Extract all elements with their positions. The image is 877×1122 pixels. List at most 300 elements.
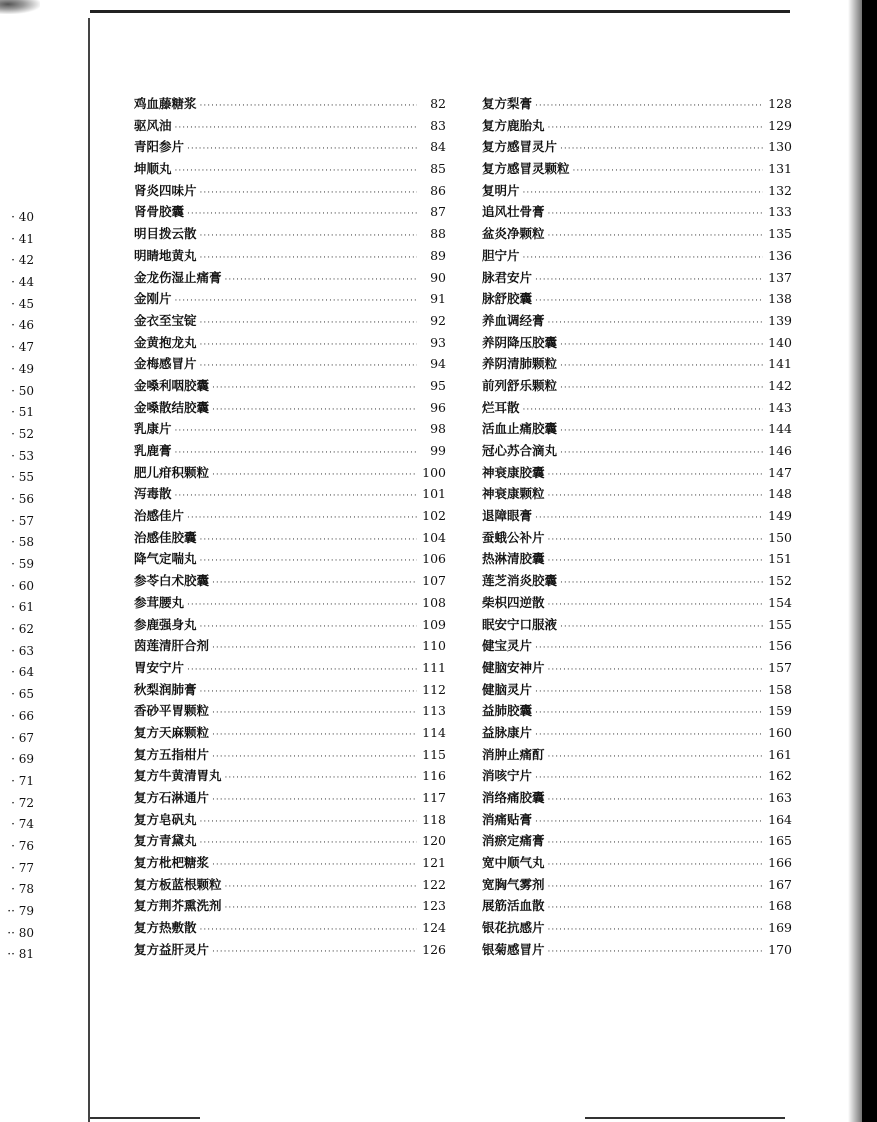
toc-entry[interactable] bbox=[482, 809, 792, 831]
entry-page-number: 111 bbox=[422, 659, 446, 675]
entry-title: 金衣至宝锭 bbox=[134, 312, 197, 328]
dot-leader bbox=[560, 443, 763, 465]
margin-page-number: · 46 bbox=[11, 318, 34, 333]
entry-page-number: 94 bbox=[430, 356, 446, 372]
bottom-rule-left bbox=[90, 1117, 200, 1119]
dot-leader bbox=[212, 378, 417, 400]
entry-page-number: 85 bbox=[430, 161, 446, 177]
entry-title: 肾骨胶囊 bbox=[134, 204, 185, 220]
entry-title: 复方五指柑片 bbox=[134, 746, 210, 762]
margin-page-number: · 52 bbox=[11, 426, 34, 441]
entry-title: 复方皂矾丸 bbox=[134, 811, 197, 827]
dot-leader bbox=[548, 833, 763, 855]
toc-entry[interactable] bbox=[134, 917, 446, 939]
toc-entry[interactable] bbox=[134, 397, 446, 419]
dot-leader bbox=[560, 139, 763, 161]
entry-page-number: 129 bbox=[768, 117, 792, 133]
entry-page-number: 106 bbox=[422, 551, 446, 567]
toc-entry[interactable] bbox=[134, 93, 446, 115]
entry-title: 冠心苏合滴丸 bbox=[482, 443, 558, 458]
dot-leader bbox=[212, 465, 417, 487]
entry-page-number: 139 bbox=[768, 312, 792, 328]
entry-title: 肥儿疳积颗粒 bbox=[134, 464, 210, 480]
toc-entry[interactable] bbox=[482, 657, 792, 679]
toc-entry[interactable] bbox=[134, 353, 446, 375]
entry-page-number: 113 bbox=[422, 703, 446, 719]
dot-leader bbox=[548, 486, 763, 508]
entry-title: 前列舒乐颗粒 bbox=[482, 377, 558, 393]
entry-title: 复方石淋通片 bbox=[134, 790, 210, 805]
entry-title: 胆宁片 bbox=[482, 247, 520, 263]
margin-page-number: · 63 bbox=[11, 643, 34, 658]
entry-title: 健脑安神片 bbox=[482, 659, 545, 675]
toc-entry[interactable] bbox=[134, 310, 446, 332]
toc-entry[interactable] bbox=[482, 180, 792, 202]
scan-right-edge bbox=[862, 0, 877, 1122]
toc-entry[interactable] bbox=[482, 852, 792, 874]
entry-title: 鸡血藤糖浆 bbox=[134, 96, 197, 111]
entry-page-number: 118 bbox=[422, 811, 446, 827]
toc-entry[interactable] bbox=[134, 288, 446, 310]
entry-page-number: 169 bbox=[768, 920, 792, 936]
entry-page-number: 100 bbox=[422, 464, 446, 480]
entry-page-number: 117 bbox=[422, 790, 446, 805]
toc-entry[interactable] bbox=[134, 332, 446, 354]
toc-entry[interactable] bbox=[482, 917, 792, 939]
toc-entry[interactable] bbox=[482, 895, 792, 917]
entry-title: 复方梨膏 bbox=[482, 96, 533, 111]
dot-leader bbox=[560, 617, 763, 639]
entry-title: 参鹿强身丸 bbox=[134, 616, 197, 632]
entry-page-number: 92 bbox=[430, 312, 446, 328]
entry-title: 养阴降压胶囊 bbox=[482, 334, 558, 350]
dot-leader bbox=[212, 747, 417, 769]
entry-title: 复方感冒灵片 bbox=[482, 139, 558, 155]
entry-title: 金刚片 bbox=[134, 291, 172, 307]
entry-title: 消瘀定痛膏 bbox=[482, 833, 545, 849]
entry-title: 泻毒散 bbox=[134, 486, 172, 502]
dot-leader bbox=[225, 270, 417, 292]
entry-page-number: 86 bbox=[430, 182, 446, 198]
entry-title: 金龙伤湿止痛膏 bbox=[134, 269, 222, 285]
toc-entry[interactable] bbox=[134, 592, 446, 614]
toc-entry[interactable] bbox=[482, 353, 792, 375]
dot-leader bbox=[175, 443, 417, 465]
margin-page-number: ·· 80 bbox=[7, 925, 34, 940]
entry-title: 香砂平胃颗粒 bbox=[134, 703, 210, 719]
entry-page-number: 122 bbox=[422, 876, 446, 892]
entry-page-number: 123 bbox=[422, 898, 446, 914]
entry-page-number: 114 bbox=[422, 724, 446, 740]
toc-entry[interactable] bbox=[134, 505, 446, 527]
dot-leader bbox=[200, 617, 417, 639]
entry-page-number: 136 bbox=[768, 247, 792, 263]
top-rule bbox=[90, 10, 790, 13]
toc-entry[interactable] bbox=[482, 267, 792, 289]
margin-page-number: · 77 bbox=[11, 860, 34, 875]
entry-title: 健脑灵片 bbox=[482, 681, 533, 697]
dot-leader bbox=[548, 920, 763, 942]
entry-title: 消痛贴膏 bbox=[482, 811, 533, 827]
entry-page-number: 131 bbox=[768, 161, 792, 177]
entry-title: 复方天麻颗粒 bbox=[134, 724, 210, 740]
entry-page-number: 90 bbox=[430, 269, 446, 285]
entry-page-number: 163 bbox=[768, 790, 792, 805]
margin-page-number: · 58 bbox=[11, 535, 34, 550]
toc-entry[interactable] bbox=[134, 548, 446, 570]
dot-leader bbox=[523, 183, 763, 205]
entry-page-number: 104 bbox=[422, 529, 446, 545]
dot-leader bbox=[535, 270, 763, 292]
toc-entry[interactable] bbox=[134, 527, 446, 549]
entry-page-number: 115 bbox=[422, 746, 446, 762]
toc-entry[interactable] bbox=[482, 679, 792, 701]
toc-entry[interactable] bbox=[482, 332, 792, 354]
entry-title: 复方枇杷糖浆 bbox=[134, 855, 210, 871]
toc-entry[interactable] bbox=[482, 136, 792, 158]
toc-entry[interactable] bbox=[134, 635, 446, 657]
entry-page-number: 93 bbox=[430, 334, 446, 350]
dot-leader bbox=[225, 768, 417, 790]
entry-page-number: 149 bbox=[768, 508, 792, 524]
dot-leader bbox=[548, 118, 763, 140]
scan-shadow bbox=[0, 0, 40, 14]
entry-title: 坤顺丸 bbox=[134, 161, 172, 177]
entry-page-number: 170 bbox=[768, 941, 792, 957]
margin-page-number: · 62 bbox=[11, 622, 34, 637]
toc-entry[interactable] bbox=[482, 548, 792, 570]
entry-title: 参苓白术胶囊 bbox=[134, 573, 210, 589]
entry-title: 复方感冒灵颗粒 bbox=[482, 161, 570, 177]
margin-page-number: · 55 bbox=[11, 470, 34, 485]
entry-page-number: 141 bbox=[768, 356, 792, 372]
dot-leader bbox=[548, 530, 763, 552]
toc-entry[interactable] bbox=[134, 765, 446, 787]
entry-page-number: 142 bbox=[768, 377, 792, 393]
toc-entry[interactable] bbox=[482, 483, 792, 505]
entry-title: 神衰康胶囊 bbox=[482, 464, 545, 480]
entry-title: 活血止痛胶囊 bbox=[482, 421, 558, 437]
toc-entry[interactable] bbox=[134, 201, 446, 223]
toc-entry[interactable] bbox=[134, 614, 446, 636]
dot-leader bbox=[200, 226, 417, 248]
entry-title: 消咳宁片 bbox=[482, 768, 533, 784]
dot-leader bbox=[187, 139, 417, 161]
toc-entry[interactable] bbox=[482, 223, 792, 245]
dot-leader bbox=[535, 725, 763, 747]
toc-entry[interactable] bbox=[482, 939, 792, 961]
entry-page-number: 138 bbox=[768, 291, 792, 307]
toc-entry[interactable] bbox=[482, 874, 792, 896]
toc-entry[interactable] bbox=[482, 700, 792, 722]
dot-leader bbox=[548, 551, 763, 573]
entry-title: 复方青黛丸 bbox=[134, 833, 197, 849]
entry-page-number: 88 bbox=[430, 226, 446, 242]
dot-leader bbox=[535, 508, 763, 530]
toc-entry[interactable] bbox=[482, 115, 792, 137]
margin-page-number: · 65 bbox=[11, 687, 34, 702]
entry-title: 柴枳四逆散 bbox=[482, 594, 545, 610]
entry-page-number: 151 bbox=[768, 551, 792, 567]
toc-entry[interactable] bbox=[482, 744, 792, 766]
toc-entry[interactable] bbox=[134, 895, 446, 917]
entry-title: 肾炎四味片 bbox=[134, 182, 197, 198]
entry-page-number: 101 bbox=[422, 486, 446, 502]
entry-title: 复方鹿胎丸 bbox=[482, 117, 545, 133]
entry-page-number: 89 bbox=[430, 247, 446, 263]
toc-entry[interactable] bbox=[134, 115, 446, 137]
entry-title: 复方板蓝根颗粒 bbox=[134, 876, 222, 892]
margin-page-number: · 71 bbox=[11, 773, 34, 788]
dot-leader bbox=[548, 747, 763, 769]
dot-leader bbox=[535, 812, 763, 834]
margin-page-number: · 41 bbox=[11, 231, 34, 246]
toc-entry[interactable] bbox=[134, 744, 446, 766]
toc-entry[interactable] bbox=[134, 158, 446, 180]
toc-right-column bbox=[482, 93, 792, 961]
margin-page-number: · 72 bbox=[11, 795, 34, 810]
margin-page-number: · 53 bbox=[11, 448, 34, 463]
entry-page-number: 137 bbox=[768, 269, 792, 285]
dot-leader bbox=[200, 356, 417, 378]
entry-title: 复方牛黄清胃丸 bbox=[134, 768, 222, 784]
entry-title: 益肺胶囊 bbox=[482, 703, 533, 719]
dot-leader bbox=[187, 595, 417, 617]
entry-page-number: 96 bbox=[430, 399, 446, 415]
dot-leader bbox=[535, 638, 763, 660]
entry-title: 复方益肝灵片 bbox=[134, 941, 210, 957]
dot-leader bbox=[225, 898, 417, 920]
entry-page-number: 144 bbox=[768, 421, 792, 437]
entry-page-number: 99 bbox=[430, 443, 446, 458]
margin-page-number: · 42 bbox=[11, 253, 34, 268]
toc-entry[interactable] bbox=[134, 700, 446, 722]
dot-leader bbox=[548, 855, 763, 877]
entry-page-number: 102 bbox=[422, 508, 446, 524]
toc-entry[interactable] bbox=[482, 570, 792, 592]
entry-title: 退障眼膏 bbox=[482, 508, 533, 524]
dot-leader bbox=[535, 96, 763, 118]
entry-page-number: 150 bbox=[768, 529, 792, 545]
entry-page-number: 126 bbox=[422, 941, 446, 957]
margin-page-number: · 76 bbox=[11, 838, 34, 853]
entry-page-number: 161 bbox=[768, 746, 792, 762]
dot-leader bbox=[523, 400, 763, 422]
entry-page-number: 110 bbox=[422, 638, 446, 654]
margin-page-number: · 61 bbox=[11, 600, 34, 615]
toc-entry[interactable] bbox=[482, 288, 792, 310]
entry-title: 参茸腰丸 bbox=[134, 594, 185, 610]
margin-page-number: · 67 bbox=[11, 730, 34, 745]
entry-title: 明睛地黄丸 bbox=[134, 247, 197, 263]
entry-page-number: 91 bbox=[430, 291, 446, 307]
toc-entry[interactable] bbox=[482, 635, 792, 657]
toc-entry[interactable] bbox=[482, 592, 792, 614]
binding-gutter-line bbox=[88, 18, 90, 1122]
toc-entry[interactable] bbox=[134, 570, 446, 592]
dot-leader bbox=[200, 551, 417, 573]
toc-entry[interactable] bbox=[482, 787, 792, 809]
entry-page-number: 133 bbox=[768, 204, 792, 220]
entry-title: 复方热敷散 bbox=[134, 920, 197, 936]
toc-entry[interactable] bbox=[482, 375, 792, 397]
entry-title: 热淋清胶囊 bbox=[482, 551, 545, 567]
dot-leader bbox=[535, 703, 763, 725]
margin-page-number: · 78 bbox=[11, 882, 34, 897]
dot-leader bbox=[225, 877, 417, 899]
entry-page-number: 167 bbox=[768, 876, 792, 892]
dot-leader bbox=[523, 248, 763, 270]
entry-title: 烂耳散 bbox=[482, 399, 520, 415]
dot-leader bbox=[560, 356, 763, 378]
toc-entry[interactable] bbox=[482, 722, 792, 744]
entry-page-number: 166 bbox=[768, 855, 792, 871]
dot-leader bbox=[212, 573, 417, 595]
dot-leader bbox=[200, 183, 417, 205]
toc-entry[interactable] bbox=[134, 136, 446, 158]
dot-leader bbox=[212, 400, 417, 422]
toc-entry[interactable] bbox=[482, 158, 792, 180]
toc-entry[interactable] bbox=[482, 201, 792, 223]
entry-title: 脉舒胶囊 bbox=[482, 291, 533, 307]
dot-leader bbox=[548, 595, 763, 617]
toc-entry[interactable] bbox=[134, 223, 446, 245]
margin-page-number: · 59 bbox=[11, 557, 34, 571]
entry-title: 养阴清肺颗粒 bbox=[482, 356, 558, 372]
toc-entry[interactable] bbox=[482, 93, 792, 115]
entry-title: 宽胸气雾剂 bbox=[482, 876, 545, 892]
entry-title: 驱风油 bbox=[134, 117, 172, 133]
dot-leader bbox=[200, 335, 417, 357]
dot-leader bbox=[212, 638, 417, 660]
toc-entry[interactable] bbox=[134, 483, 446, 505]
margin-page-number: · 69 bbox=[11, 752, 34, 767]
toc-entry[interactable] bbox=[482, 462, 792, 484]
entry-title: 金嗓散结胶囊 bbox=[134, 399, 210, 415]
dot-leader bbox=[560, 335, 763, 357]
toc-entry[interactable] bbox=[482, 505, 792, 527]
entry-title: 乳鹿膏 bbox=[134, 443, 172, 458]
toc-entry[interactable] bbox=[134, 245, 446, 267]
toc-entry[interactable] bbox=[482, 310, 792, 332]
toc-entry[interactable] bbox=[482, 830, 792, 852]
margin-page-number: ·· 79 bbox=[7, 904, 34, 918]
toc-entry[interactable] bbox=[134, 418, 446, 440]
entry-page-number: 109 bbox=[422, 616, 446, 632]
toc-entry[interactable] bbox=[134, 180, 446, 202]
dot-leader bbox=[548, 942, 763, 964]
margin-page-number: · 56 bbox=[11, 491, 34, 506]
dot-leader bbox=[200, 248, 417, 270]
entry-title: 神衰康颗粒 bbox=[482, 486, 545, 502]
toc-entry[interactable] bbox=[134, 830, 446, 852]
dot-leader bbox=[548, 898, 763, 920]
entry-page-number: 143 bbox=[768, 399, 792, 415]
dot-leader bbox=[548, 660, 763, 682]
entry-page-number: 152 bbox=[768, 573, 792, 589]
toc-entry[interactable] bbox=[482, 418, 792, 440]
toc-entry[interactable] bbox=[134, 657, 446, 679]
dot-leader bbox=[175, 291, 417, 313]
entry-title: 脉君安片 bbox=[482, 269, 533, 285]
dot-leader bbox=[200, 96, 417, 118]
toc-entry[interactable] bbox=[134, 462, 446, 484]
entry-page-number: 140 bbox=[768, 334, 792, 350]
dot-leader bbox=[200, 812, 417, 834]
dot-leader bbox=[212, 790, 417, 812]
margin-page-number: · 66 bbox=[11, 708, 34, 723]
toc-entry[interactable] bbox=[134, 852, 446, 874]
toc-entry[interactable] bbox=[134, 267, 446, 289]
toc-entry[interactable] bbox=[134, 787, 446, 809]
margin-page-number: · 60 bbox=[11, 578, 34, 593]
toc-entry[interactable] bbox=[134, 679, 446, 701]
toc-entry[interactable] bbox=[482, 245, 792, 267]
margin-page-number: · 40 bbox=[11, 210, 34, 224]
dot-leader bbox=[175, 486, 417, 508]
entry-title: 银菊感冒片 bbox=[482, 941, 545, 957]
entry-page-number: 157 bbox=[768, 659, 792, 675]
margin-page-number: · 45 bbox=[11, 296, 34, 311]
dot-leader bbox=[573, 161, 763, 183]
dot-leader bbox=[212, 855, 417, 877]
entry-page-number: 82 bbox=[430, 96, 446, 111]
entry-page-number: 156 bbox=[768, 638, 792, 654]
dot-leader bbox=[212, 703, 417, 725]
dot-leader bbox=[200, 920, 417, 942]
dot-leader bbox=[548, 204, 763, 226]
dot-leader bbox=[175, 421, 417, 443]
bottom-rule-right bbox=[585, 1117, 785, 1119]
toc-entry[interactable] bbox=[482, 440, 792, 462]
entry-page-number: 160 bbox=[768, 724, 792, 740]
toc-entry[interactable] bbox=[134, 939, 446, 961]
toc-entry[interactable] bbox=[134, 440, 446, 462]
dot-leader bbox=[548, 313, 763, 335]
toc-entry[interactable] bbox=[482, 527, 792, 549]
toc-entry[interactable] bbox=[482, 765, 792, 787]
entry-title: 银花抗感片 bbox=[482, 920, 545, 936]
entry-page-number: 159 bbox=[768, 703, 792, 719]
entry-page-number: 162 bbox=[768, 768, 792, 784]
toc-entry[interactable] bbox=[134, 722, 446, 744]
toc-entry[interactable] bbox=[482, 614, 792, 636]
entry-title: 秋梨润肺膏 bbox=[134, 681, 197, 697]
margin-page-number: ·· 81 bbox=[7, 947, 34, 962]
dot-leader bbox=[548, 226, 763, 248]
dot-leader bbox=[200, 682, 417, 704]
toc-entry[interactable] bbox=[134, 874, 446, 896]
toc-entry[interactable] bbox=[134, 809, 446, 831]
toc-entry[interactable] bbox=[134, 375, 446, 397]
entry-page-number: 148 bbox=[768, 486, 792, 502]
entry-title: 盆炎净颗粒 bbox=[482, 226, 545, 242]
entry-title: 追风壮骨膏 bbox=[482, 204, 545, 220]
entry-page-number: 87 bbox=[430, 204, 446, 220]
toc-entry[interactable] bbox=[482, 397, 792, 419]
dot-leader bbox=[212, 725, 417, 747]
entry-page-number: 108 bbox=[422, 594, 446, 610]
margin-page-number: · 74 bbox=[11, 817, 34, 832]
entry-title: 治感佳胶囊 bbox=[134, 529, 197, 545]
entry-title: 治感佳片 bbox=[134, 508, 185, 524]
entry-page-number: 98 bbox=[430, 421, 446, 437]
entry-page-number: 146 bbox=[768, 443, 792, 458]
margin-page-number: · 49 bbox=[11, 361, 34, 376]
margin-page-number: · 57 bbox=[11, 513, 34, 528]
entry-title: 明目拨云散 bbox=[134, 226, 197, 242]
dot-leader bbox=[175, 161, 417, 183]
